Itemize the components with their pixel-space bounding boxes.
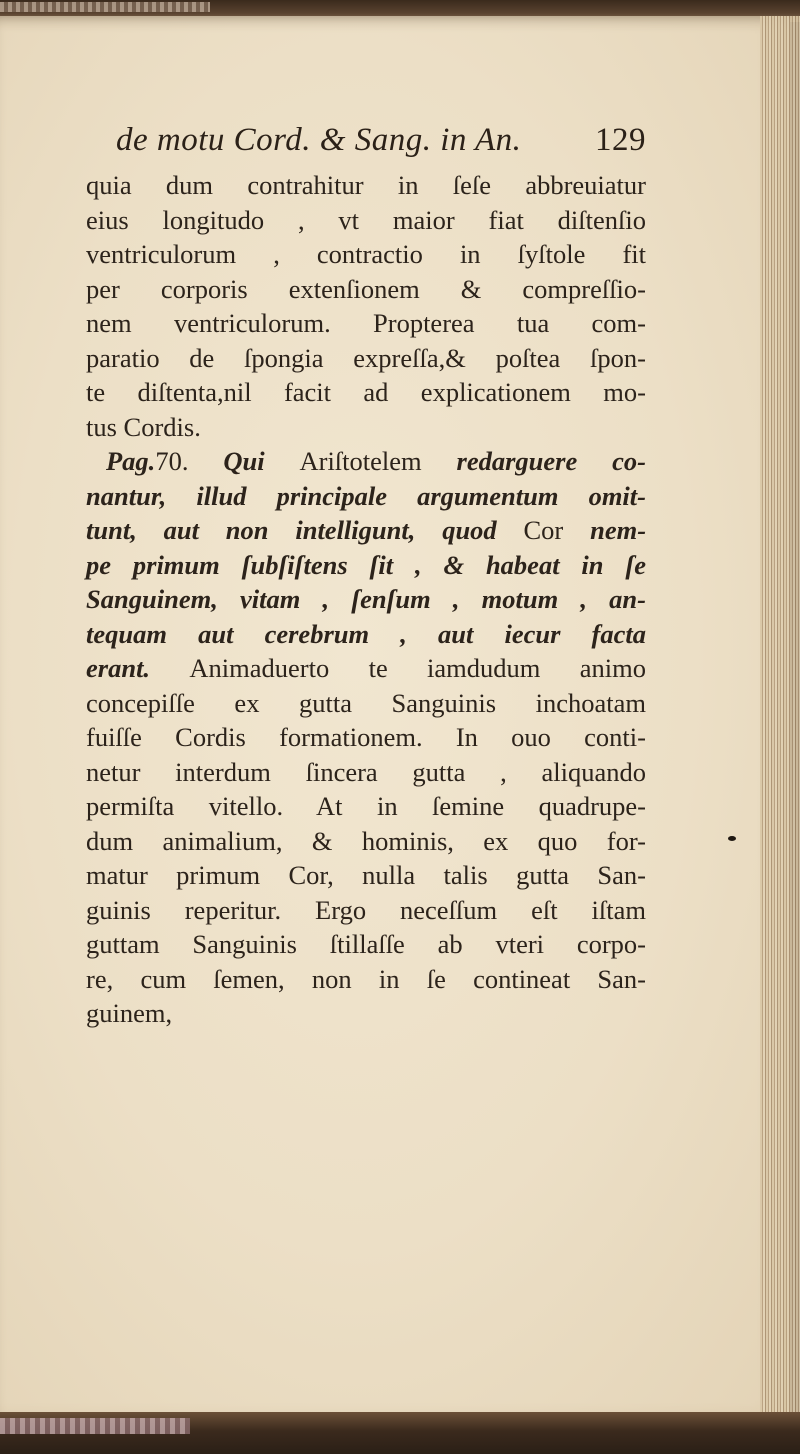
text-line (86, 720, 646, 755)
text-line (86, 651, 646, 686)
text-segment: quia dum contrahitur in ſeſe abbreuiatur (86, 170, 646, 200)
text-line (86, 237, 646, 272)
text-line (86, 617, 646, 652)
text-segment: nantur, illud principale argumentum omit- (86, 480, 646, 511)
text-segment: dum animalium, & hominis, ex quo for- (86, 825, 646, 856)
text-segment: netur interdum ſincera gutta , aliquando (86, 756, 646, 787)
binding-thread (0, 2, 210, 12)
text-segment: Ariſtotelem (299, 446, 457, 476)
text-line (86, 824, 646, 859)
text-segment: matur primum Cor, nulla talis gutta San- (86, 860, 646, 890)
text-line (86, 927, 646, 962)
text-segment: Cor (523, 515, 591, 545)
text-segment: tus Cordis. (86, 411, 201, 442)
text-line (86, 755, 646, 790)
text-segment: tequam aut cerebrum , aut iecur facta (86, 618, 646, 649)
text-segment: redarguere co- (456, 446, 646, 476)
text-segment: tunt, aut non intelligunt, quod (86, 515, 524, 545)
binding-thread-bottom (0, 1418, 190, 1434)
text-segment: paratio de ſpongia expreſſa,& poſtea ſpon- (86, 342, 646, 373)
text-segment: permiſta vitello. At in ſemine quadrupe- (86, 791, 646, 821)
text-line (86, 444, 646, 479)
text-line (86, 203, 646, 238)
text-segment: guinis reperitur. Ergo neceſſum eſt iſtam (86, 894, 646, 925)
text-segment: erant. (86, 653, 190, 683)
text-line (86, 893, 646, 928)
text-line (86, 996, 646, 1031)
text-segment: Pag. (106, 446, 156, 476)
text-segment: Qui (223, 446, 300, 476)
text-line (86, 272, 646, 307)
text-line (86, 375, 646, 410)
text-segment: te diſtenta,nil facit ad explicationem mo- (86, 377, 646, 407)
book-bottom-edge (0, 1412, 800, 1454)
book-page (0, 16, 790, 1418)
text-line (86, 686, 646, 721)
text-segment: Animaduerto te iamdudum animo (189, 653, 646, 683)
text-line (86, 582, 646, 617)
running-head-title: de motu Cord. & Sang. in An. (116, 122, 522, 158)
page-fore-edge (760, 16, 800, 1418)
text-segment: fuiſſe Cordis formationem. In ouo conti- (86, 722, 646, 752)
text-line (86, 479, 646, 514)
text-line (86, 858, 646, 893)
text-segment: nem ventriculorum. Propterea tua com- (86, 308, 646, 338)
text-segment: concepiſſe ex gutta Sanguinis inchoatam (86, 687, 646, 718)
text-line (86, 789, 646, 824)
text-segment: re, cum ſemen, non in ſe contineat San- (86, 963, 646, 994)
running-head (116, 122, 646, 159)
ink-speck (728, 836, 736, 841)
text-segment: guinem, (86, 998, 173, 1028)
text-line (86, 962, 646, 997)
text-line (86, 548, 646, 583)
text-segment: eius longitudo , vt maior fiat diſtenſio (86, 204, 646, 235)
text-segment: pe primum ſubſiſtens ſit , & habeat in ſe (86, 549, 646, 580)
text-line (86, 168, 646, 203)
body-text (86, 168, 646, 1031)
text-segment: per corporis extenſionem & compreſſio- (86, 273, 646, 304)
text-segment: 70. (155, 446, 224, 476)
text-segment: Sanguinem, vitam , ſenſum , motum , an- (86, 584, 646, 614)
text-line (86, 306, 646, 341)
text-line (86, 341, 646, 376)
text-segment: ventriculorum , contractio in ſyſtole fit (86, 239, 646, 269)
text-line (86, 513, 646, 548)
page-number: 129 (595, 122, 646, 158)
text-line (86, 410, 646, 445)
text-segment: guttam Sanguinis ſtillaſſe ab vteri corpo- (86, 929, 646, 959)
text-segment: nem- (590, 515, 647, 545)
